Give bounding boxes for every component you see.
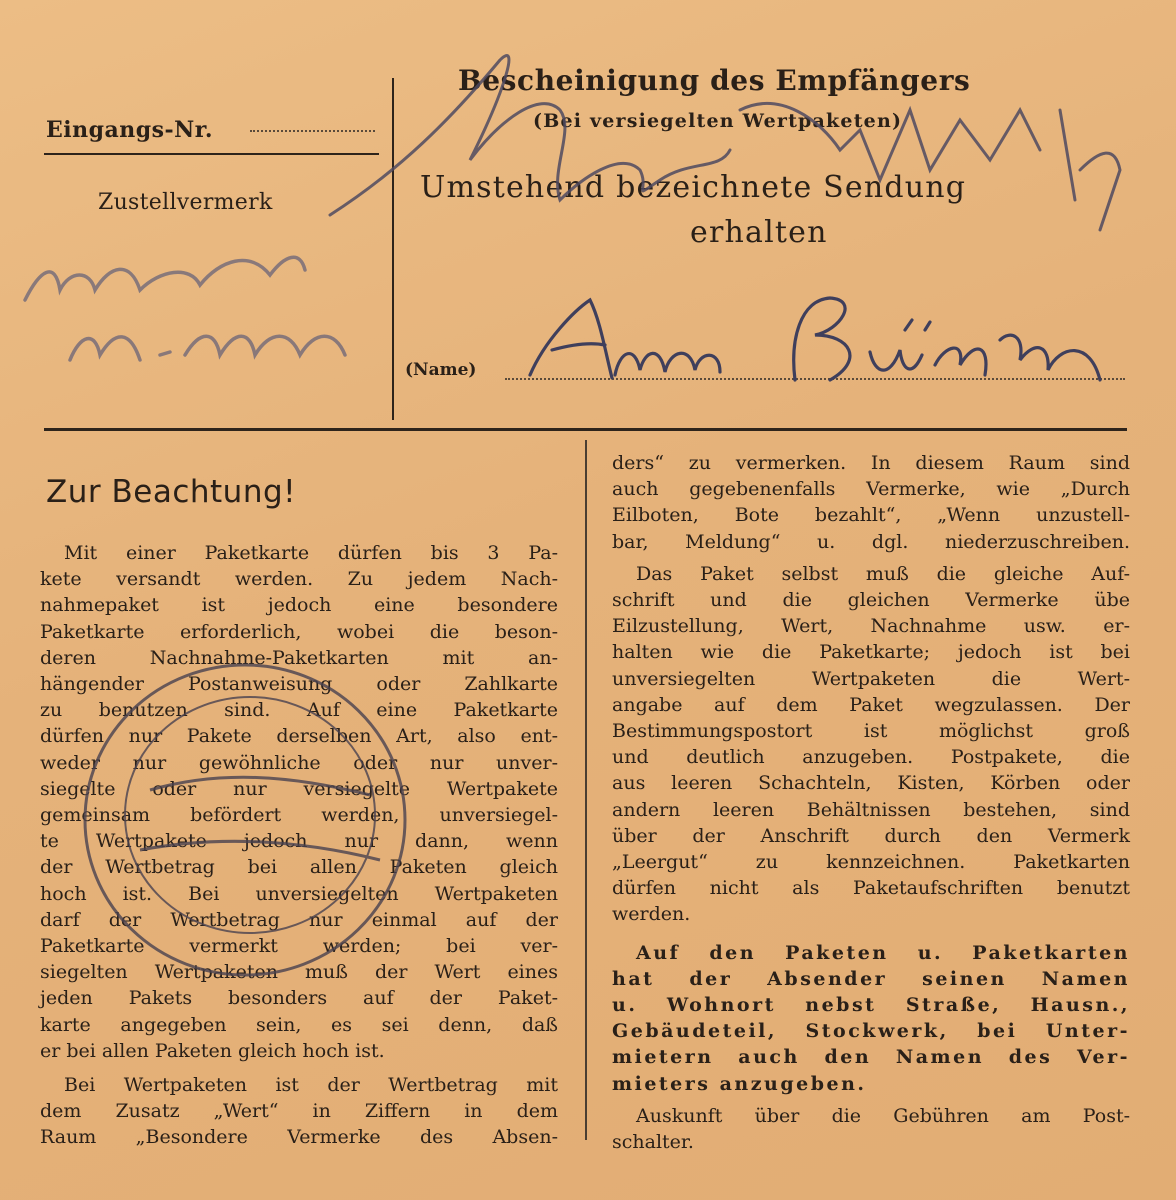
text-line: Das Paket selbst muß die gleiche Auf- — [636, 562, 1130, 585]
text-line: hängender Postanweisung oder Zahlkarte — [40, 673, 558, 696]
recipient-signature — [530, 298, 1100, 380]
text-line: Paketkarte erforderlich, wobei die beson- — [40, 620, 558, 643]
text-line: auch gegebenenfalls Vermerke, wie „Durch — [612, 478, 1130, 501]
text-line: schalter. — [612, 1131, 694, 1154]
text-line: hat der Absender seinen Namen — [612, 967, 1130, 990]
text-line: „Leergut“ zu kennzeichnen. Paketkarten — [612, 851, 1130, 874]
text-line: Mit einer Paketkarte dürfen bis 3 Pa- — [64, 542, 558, 564]
text-line: siegelten Wertpaketen muß der Wert eines — [40, 961, 558, 984]
text-line: darf der Wertbetrag nur einmal auf der — [40, 908, 558, 931]
zustellvermerk-label: Zustellvermerk — [98, 190, 273, 215]
text-line: jeden Pakets besonders auf der Paket- — [40, 987, 558, 1010]
text-line: angabe auf dem Paket wegzulassen. Der — [612, 693, 1130, 716]
text-line: andern leeren Behältnissen bestehen, sind — [612, 798, 1130, 821]
text-line: Auskunft über die Gebühren am Post- — [636, 1104, 1130, 1127]
postmark-stamp — [85, 665, 405, 975]
text-line: aus leeren Schachteln, Kisten, Körben oder — [612, 772, 1130, 795]
text-line: te Wertpakete jedoch nur dann, wenn — [40, 830, 558, 853]
text-line: Eilboten, Bote bezahlt“, „Wenn unzustell- — [612, 504, 1130, 527]
text-line: gemeinsam befördert werden, unversiegel- — [40, 804, 558, 827]
text-line: ders“ zu vermerken. In diesem Raum sind — [612, 452, 1130, 474]
text-line: weder nur gewöhnliche oder nur unver- — [40, 751, 558, 774]
certificate-subtitle: (Bei versiegelten Wertpaketen) — [533, 110, 903, 132]
text-line: Bestimmungspostort ist möglichst groß — [612, 720, 1130, 743]
text-line: Gebäudeteil, Stockwerk, bei Unter- — [612, 1020, 1130, 1043]
text-line: nahmepaket ist jedoch eine besondere — [40, 594, 558, 617]
text-line: zu benutzen sind. Auf eine Paketkarte — [40, 699, 558, 722]
text-line: schrift und die gleichen Vermerke übe — [612, 589, 1130, 612]
text-line: Bei Wertpaketen ist der Wertbetrag mit — [64, 1074, 558, 1097]
notice-title: Zur Beachtung! — [46, 474, 297, 510]
text-line: dürfen nicht als Paketaufschriften benutzt — [612, 877, 1130, 900]
text-line: Paketkarte vermerkt werden; bei ver- — [40, 935, 558, 958]
text-line: und deutlich anzugeben. Postpakete, die — [612, 746, 1130, 769]
text-line: karte angegeben sein, es sei denn, daß — [40, 1013, 558, 1036]
text-line: dem Zusatz „Wert“ in Ziffern in dem — [40, 1100, 558, 1123]
text-line: mieters anzugeben. — [612, 1072, 867, 1095]
text-line: mietern auch den Namen des Ver- — [612, 1046, 1130, 1069]
text-line: Eilzustellung, Wert, Nachnahme usw. er- — [612, 615, 1130, 638]
certificate-line-2: erhalten — [690, 215, 828, 250]
text-line: kete versandt werden. Zu jedem Nach- — [40, 568, 558, 591]
text-line: unversiegelten Wertpaketen die Wert- — [612, 667, 1130, 690]
delivery-scribble — [330, 56, 1120, 230]
certificate-title: Bescheinigung des Empfängers — [458, 64, 971, 97]
text-line: halten wie die Paketkarte; jedoch ist bei — [612, 641, 1130, 664]
text-line: werden. — [612, 903, 691, 926]
text-line: siegelte oder nur versiegelte Wertpakete — [40, 777, 558, 800]
text-line: er bei allen Paketen gleich hoch ist. — [40, 1039, 385, 1062]
text-line: Auf den Paketen u. Paketkarten — [636, 941, 1130, 964]
text-line: über der Anschrift durch den Vermerk — [612, 824, 1130, 847]
text-line: bar, Meldung“ u. dgl. niederzuschreiben. — [612, 530, 1130, 553]
text-line: der Wertbetrag bei allen Paketen gleich — [40, 856, 558, 879]
text-line: Raum „Besondere Vermerke des Absen- — [40, 1126, 558, 1149]
eingangs-nr-label: Eingangs-Nr. — [46, 117, 213, 143]
pencil-note — [25, 257, 345, 360]
certificate-line-1: Umstehend bezeichnete Sendung — [420, 170, 967, 205]
text-line: deren Nachnahme-Paketkarten mit an- — [40, 646, 558, 669]
name-label: (Name) — [405, 360, 477, 380]
text-line: u. Wohnort nebst Straße, Hausn., — [612, 994, 1130, 1017]
text-line: dürfen nur Pakete derselben Art, also ent- — [40, 725, 558, 748]
text-line: hoch ist. Bei unversiegelten Wertpaketen — [40, 882, 558, 905]
